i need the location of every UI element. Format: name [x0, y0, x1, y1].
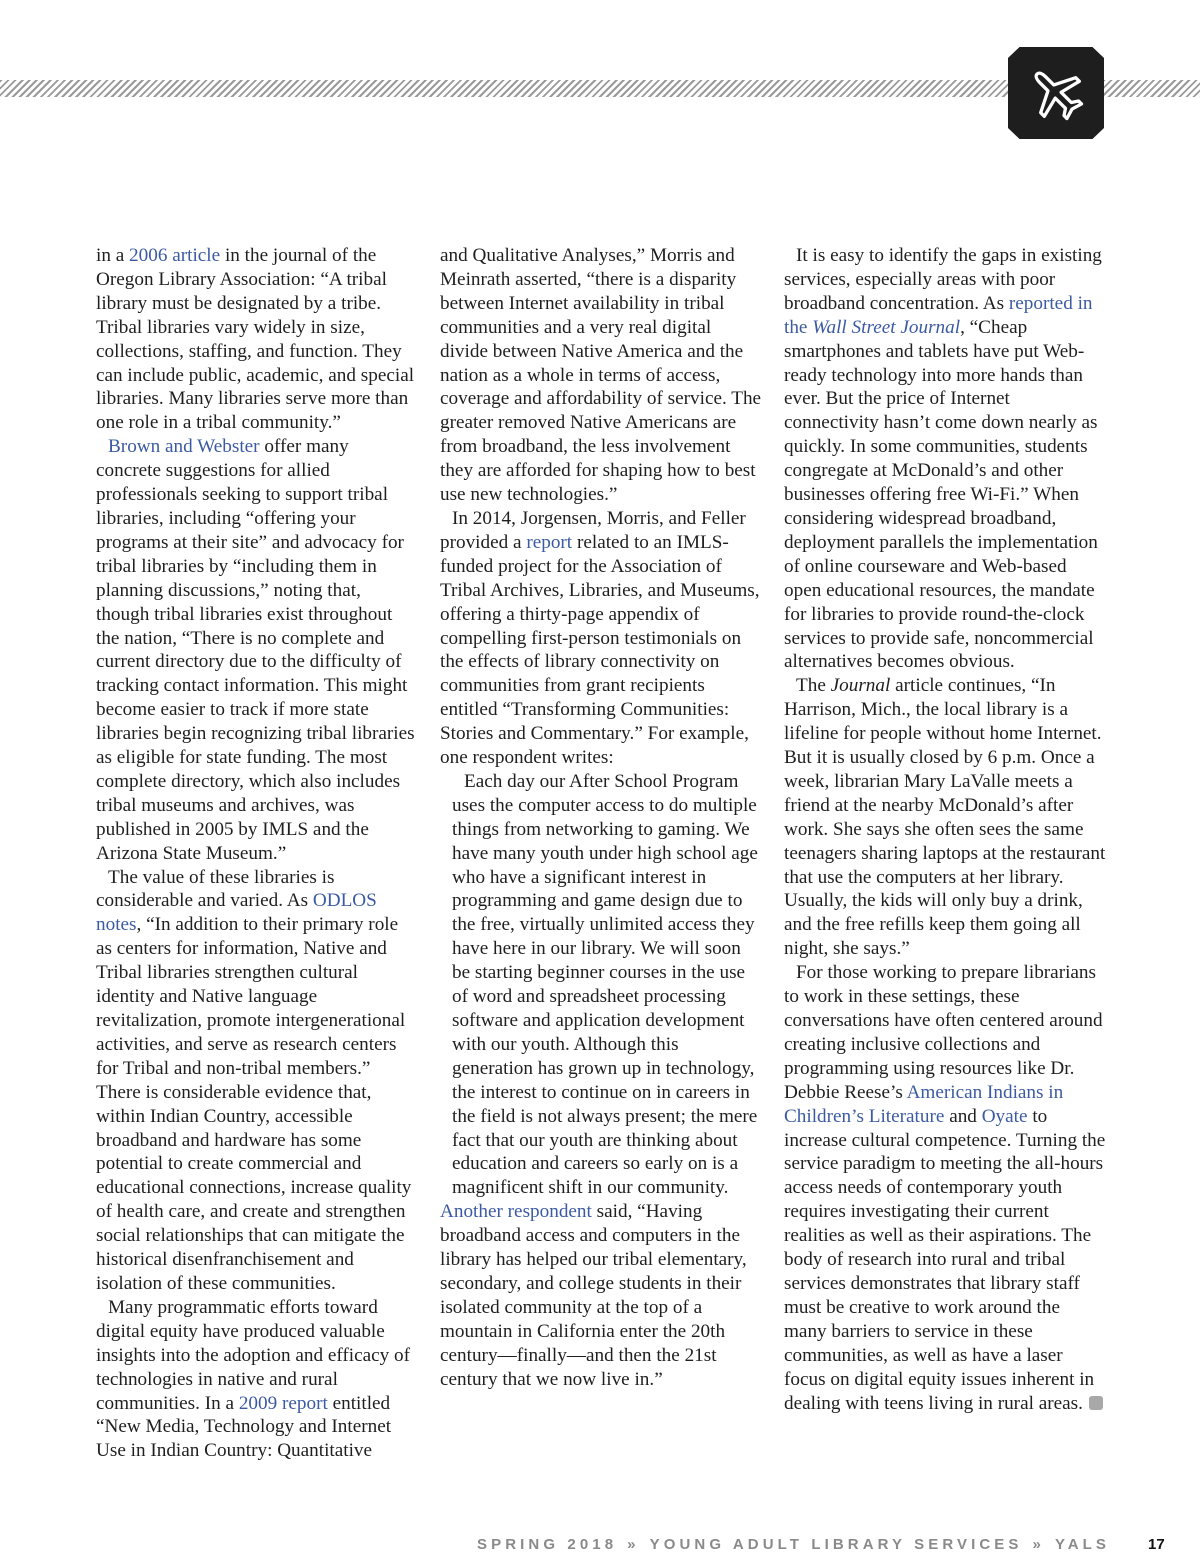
- end-of-article-mark: [1089, 1396, 1103, 1410]
- page-footer: [0, 1536, 1110, 1553]
- footer-abbr: YALS: [1054, 1536, 1110, 1553]
- article-column-1: [96, 244, 418, 1463]
- link-2009-report[interactable]: 2009 report: [238, 1392, 328, 1414]
- article-column-3: [784, 244, 1106, 1415]
- link-oyate[interactable]: Oyate: [981, 1105, 1028, 1127]
- link-another-respondent[interactable]: Another respondent: [440, 1201, 592, 1223]
- link-american-indians-in-childrens-literature[interactable]: American Indians in Children’s Literature: [784, 1081, 1064, 1127]
- paragraph: and Qualitative Analyses,” Morris and Meinrath asserted, “there is a disparity between Internet availability in tribal communities and a very real digital divide between Native America and the nation as a whole in terms of access, coverage and affordability of service. The greater removed Native Americans are from broadband, the less involvement they are afforded for shaping how to best use new technologies.”: [440, 245, 762, 506]
- footer-separator: »: [1032, 1536, 1045, 1553]
- paragraph: in a 2006 article in the journal of the Oregon Library Association: “A tribal library must be designated by a tribe. Tribal libraries vary widely in size, collections, staffing, and function. They can include public, academic, and special libraries. Many libraries serve more than one role in a tribal community.”: [96, 245, 415, 434]
- paragraph: The Journal article continues, “In Harrison, Mich., the local library is a lifeline for people without home Internet. But it is usually closed by 6 p.m. Once a week, librarian Mary LaValle meets a friend at the nearby McDonald’s after work. She says she often sees the same teenagers sharing laptops at the restaurant that use the computers at her library. Usually, the kids will only buy a drink, and the free refills keep them going all night, she says.”: [784, 675, 1106, 960]
- footer-journal: YOUNG ADULT LIBRARY SERVICES: [649, 1536, 1023, 1553]
- paragraph: It is easy to identify the gaps in existing services, especially areas with poor broadband concentration. As reported in the Wall Street Journal, “Cheap smartphones and tablets have put Web-ready technology into more hands than ever. But the price of Internet connectivity hasn’t come down nearly as quickly. In some communities, students congregate at McDonald’s and other businesses offering free Wi-Fi.” When considering widespread broadband, deployment parallels the implementation of online courseware and Web-based open educational resources, the mandate for libraries to provide round-the-clock services to provide safe, noncommercial alternatives becomes obvious.: [784, 245, 1102, 673]
- link-2006-article[interactable]: 2006 article: [129, 245, 221, 266]
- paragraph: Another respondent said, “Having broadband access and computers in the library has helped our tribal elementary, secondary, and college students in their isolated community at the top of a mountain in California enter the 20th century—finally—and then the 21st century that we now live in.”: [440, 1201, 747, 1390]
- section-badge: [1008, 47, 1104, 139]
- footer-issue: SPRING 2018: [477, 1536, 618, 1553]
- link-odlos-notes[interactable]: ODLOS notes: [96, 890, 377, 936]
- link-brown-and-webster[interactable]: Brown and Webster: [108, 436, 260, 458]
- link-wall-street-journal[interactable]: reported in the Wall Street Journal: [784, 292, 1093, 338]
- paragraph: For those working to prepare librarians to work in these settings, these conversations have often centered around creating inclusive collections and programming using resources like Dr. Debbie Reese’s American Indians in Children’s Literature and Oyate to increase cultural competence. Turning the service paradigm to meeting the all-hours access needs of contemporary youth requires investigating their current realities as well as their aspirations. The body of research into rural and tribal services demonstrates that library staff must be creative to work around the many barriers to service in these communities, as well as have a laser focus on digital equity issues inherent in dealing with teens living in rural areas.: [784, 962, 1106, 1414]
- page-number: 17: [1148, 1536, 1165, 1553]
- paragraph: In 2014, Jorgensen, Morris, and Feller provided a report related to an IMLS-funded project for the Association of Tribal Archives, Libraries, and Museums, offering a thirty-page appendix of compelling first-person testimonials on the effects of library connectivity on communities from grant recipients entitled “Transforming Communities: Stories and Commentary.” For example, one respondent writes:: [440, 507, 760, 769]
- paragraph: Brown and Webster offer many concrete suggestions for allied professionals seeking to support tribal libraries, including “offering your programs at their site” and advocacy for tribal libraries by “including them in planning discussions,” noting that, though tribal libraries exist throughout the nation, “There is no complete and current directory due to the difficulty of tracking contact information. This might become easier to track if more state libraries begin recognizing tribal libraries as eligible for state funding. The most complete directory, which also includes tribal museums and archives, was published in 2005 by IMLS and the Arizona State Museum.”: [96, 436, 415, 864]
- footer-separator: »: [627, 1536, 640, 1553]
- article-column-2: [440, 244, 762, 1392]
- link-report[interactable]: report: [526, 531, 573, 553]
- paragraph: Many programmatic efforts toward digital equity have produced valuable insights into the adoption and efficacy of technologies in native and rural communities. In a 2009 report entitled “New Media, Technology and Internet Use in Indian Country: Quantitative: [96, 1296, 411, 1462]
- airplane-icon: [1023, 60, 1089, 126]
- block-quote: Each day our After School Program uses the computer access to do multiple things from networking to gaming. We have many youth under high school age who have a significant interest in programming and game design due to the free, virtually unlimited access they have here in our library. We will soon be starting beginner courses in the use of word and spreadsheet processing software and application development with our youth. Although this generation has grown up in technology, the interest to continue on in careers in the field is not always present; the mere fact that our youth are thinking about education and careers so early on is a magnificent shift in our community.: [452, 770, 758, 1199]
- paragraph: The value of these libraries is considerable and varied. As ODLOS notes, “In addition to their primary role as centers for information, Native and Tribal libraries strengthen cultural identity and Native language revitalization, promote intergenerational activities, and serve as research centers for Tribal and non-tribal members.” There is considerable evidence that, within Indian Country, accessible broadband and hardware has some potential to create commercial and educational connections, increase quality of health care, and create and strengthen social relationships that can mitigate the historical disenfranchisement and isolation of these communities.: [96, 866, 412, 1294]
